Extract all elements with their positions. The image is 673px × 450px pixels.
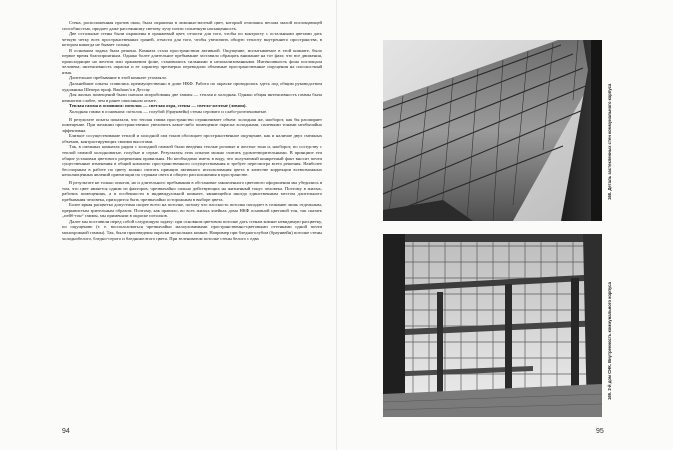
paragraph: В результате не только опытов, но и длительного пребывания в обстановке законченного цветового оформления мы убедились в том, что цвет является одним из факторов, чрезвычайно сильно действующих на жизненный тонус человека. Поэтому в жилых, рабочих помещениях, а в особенности в индивидуальной комнате, являющейся иногда единственным местом длительного пребывания человека, приходится быть чрезвычайно осторожным в выборе цвета.	[62, 180, 322, 202]
photo-caption: 169. 2-й дом СНК. Внутренность коммунального корпуса	[607, 282, 612, 400]
page-number-right: 95	[596, 428, 604, 435]
page-number-left: 94	[62, 428, 70, 435]
photo-caption: 168. Деталь застекленных стен коммунального корпуса	[607, 83, 612, 200]
paragraph: Более яркая расцветка допустима скорее всего на потолке, потому что плоскость потолка попадает в сознание лишь отдельным, прерывистым зрительным образом. Поэтому, как правило, во всех жилых ячейках дома НКФ основной цветовой тон, так сказать „пейб-тон“ гаммы, мы применяли в окраске потолков.	[62, 202, 322, 219]
left-page-text	[62, 20, 322, 241]
paragraph: Холодная гамма в основном: потолок — голубой (браунвейн) стены серовато и слабо-розеленоватые.	[69, 108, 268, 114]
paragraph: Дальнейшие опыты ставились преимущественно в доме НКФ. Работа по окраске проводилась здесь под общим руководством художника Шепера проф. Bauhaus'а в Дессау.	[62, 81, 322, 92]
photo-communal-interior	[383, 234, 602, 417]
bold-paragraph: Теплая гамма в основном: потолок — светлая охра, стены — светло-желтые (лимон).	[69, 103, 247, 109]
photo-glazed-facade	[383, 40, 602, 221]
paragraph: В основном задача была решена. Комната стала пространством активной. Ощущение, испытываемое в этой комнате, было первое время благоприятным. Однако более длительное пребывание заставило обращать внимание на тот факт, что все движения, происходящие на желтом или оранжевом фоне, становились сильными и нелокализованными. Интенсивность фона поглощала человека; интенсивность окраски и ее характер чрезмерно переводили объемные пространственные ощущения на плоскостный язык.	[62, 47, 322, 75]
paragraph: Для жилых помещений были сначала испробованы две гаммы — теплая и холодная. Однако общая интенсивность гаммы была немногим слабее, чем в ранее описанном опыте.	[62, 92, 322, 103]
paragraph: Две остальные стены были окрашены в оранжевый цвет, отчасти для того, чтобы по контрасту с остальными цветами дать четкую четку всех пространственных граней, отчасти для того, чтобы увеличить общую теплоту внутреннего пространства, в котором никогда не бывает солнца.	[62, 31, 322, 48]
paragraph: Далее мы поставили перед собой следующую задачу: при основном цветовом потолке дать стенам комнат невидимую расцветку, по ощущению (т. е. воспользоваться чрезвычайно малоуловимыми пространственно-цветовыми оттенками одной почти монохромной гаммы). Так, были произведены окраски нескольких комнат. Например при бледноголубом (браунвейн) потолке стены холоднобелого, бледно-серого и бледножелтого цвета. При зеленоватом потолке стены белого с едва	[62, 218, 322, 241]
paragraph: Так, в смежных комнатах рядом с холодной гаммой были введены теплые розовые и желтые тона и, наоборот, по соседству с теплой гаммой холодноватые, голубые и серые. Результаты этих опытов можно считать удовлетворительными. В принципе эти общие установки цветового разрешения правильны. Но необходимо иметь в виду, что получаемый конкретный факт вносит почти существенные изменения в общий комплекс пространственного сосуществования и требует пересмотра всего решения. Наиболее бесспорным в работе по цвету можно считать принцип активного использования цвета в качестве коррекции всевозможных неполноценных явлений ориентации по странам света и общего расположения в пространстве.	[62, 144, 322, 178]
paragraph: Близкое сосуществование теплой и холодной гам тонов обогащает пространственное ощущение, как и наличие двух смежных объемов, контрастирующих своими высотами.	[62, 133, 322, 144]
paragraph: Стена, расположенная против окон, была окрашена в лимонно-желтый цвет, который отличаясь весьма малой поглощающей способностью, придает даже рассеянному светову лучу почти солнечную насыщенность.	[62, 20, 322, 31]
paragraph: В результате опыты показали, что теплая гамма пространство ограничивает объем: холодная же, наоборот, как бы расширяет помещение. При желании пространственно увеличить какое-либо помещение окраска холодными, палевыми тонами необычайно эффективна.	[62, 116, 322, 133]
paragraph: Длительное пребывание в этой комнате утомляло.	[69, 75, 168, 81]
page-gutter	[336, 0, 337, 450]
